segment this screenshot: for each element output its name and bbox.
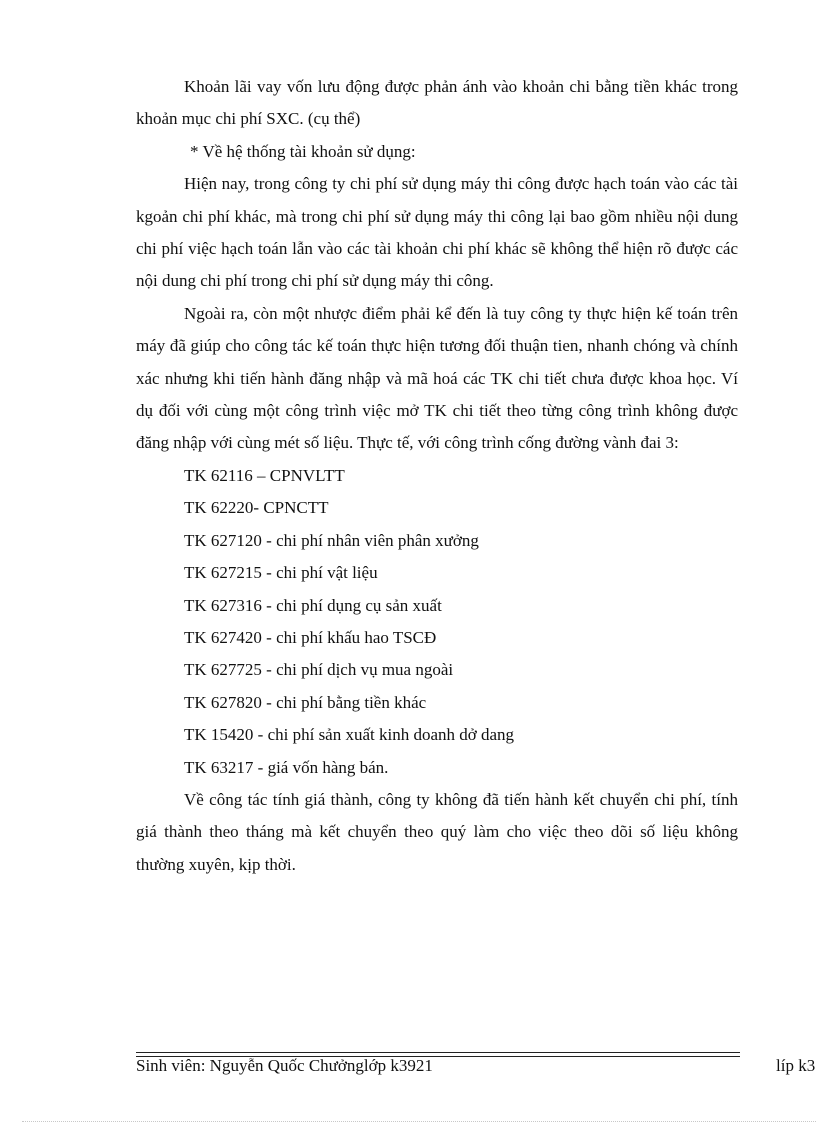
paragraph: Ngoài ra, còn một nhược điểm phải kể đến là tuy công ty thực hiện kế toán trên máy đã giúp cho công tác kế toán thực hiện tương đối thuận tien, nhanh chóng và chính xác nhưng khi tiến hành đăng nhập và mã hoá các TK chi tiết chưa được khoa học. Ví dụ đối với cùng một công trình việc mở TK chi tiết theo từng công trình không được đăng nhập với cùng mét số liệu. Thực tế, với công trình cống đường vành đai 3: xyxy=(136,303,738,453)
account-item: TK 627725 - chi phí dịch vụ mua ngoài xyxy=(184,660,454,680)
account-item: TK 627215 - chi phí vật liệu xyxy=(184,563,378,583)
footer-divider xyxy=(136,1052,740,1053)
account-item: TK 62220- CPNCTT xyxy=(184,498,329,518)
paragraph: Khoản lãi vay vốn lưu động được phản ánh vào khoản chi bằng tiền khác trong khoản mục chi phí SXC. (cụ thể) xyxy=(136,77,738,129)
footer-class-label: líp k3 xyxy=(776,1056,816,1075)
paragraph: Hiện nay, trong công ty chi phí sử dụng máy thi công được hạch toán vào các tài kgoản chi phí khác, mà trong chi phí sử dụng máy thi công lại bao gồm nhiều nội dung chi phí việc hạch toán lẫn vào các tài khoản chi phí khác sẽ không thể hiện rõ được các nội dung chi phí trong chi phí sử dụng máy thi công. xyxy=(136,174,738,291)
closing-paragraph: Về công tác tính giá thành, công ty không đã tiến hành kết chuyển chi phí, tính giá thành theo tháng mà kết chuyển theo quý làm cho việc theo dõi số liệu không thường xuyên, kịp thời. xyxy=(136,789,738,874)
account-item: TK 627820 - chi phí bằng tiền khác xyxy=(184,692,427,712)
account-item: TK 15420 - chi phí sản xuất kinh doanh dở dang xyxy=(184,725,515,745)
account-list xyxy=(136,460,738,784)
account-item: TK 627316 - chi phí dụng cụ sản xuất xyxy=(184,595,442,615)
section-heading: * Về hệ thống tài khoản sử dụng: xyxy=(190,141,416,161)
account-item: TK 62116 – CPNVLTT xyxy=(184,465,345,485)
page-edge-divider xyxy=(22,1121,816,1122)
account-item: TK 627420 - chi phí khấu hao TSCĐ xyxy=(184,627,437,647)
footer-student-name: Sinh viên: Nguyễn Quốc Chưởnglớp k3921 xyxy=(136,1056,433,1075)
account-item: TK 63217 - giá vốn hàng bán. xyxy=(184,757,389,777)
document-body xyxy=(136,71,738,881)
account-item: TK 627120 - chi phí nhân viên phân xưởng xyxy=(184,530,479,550)
